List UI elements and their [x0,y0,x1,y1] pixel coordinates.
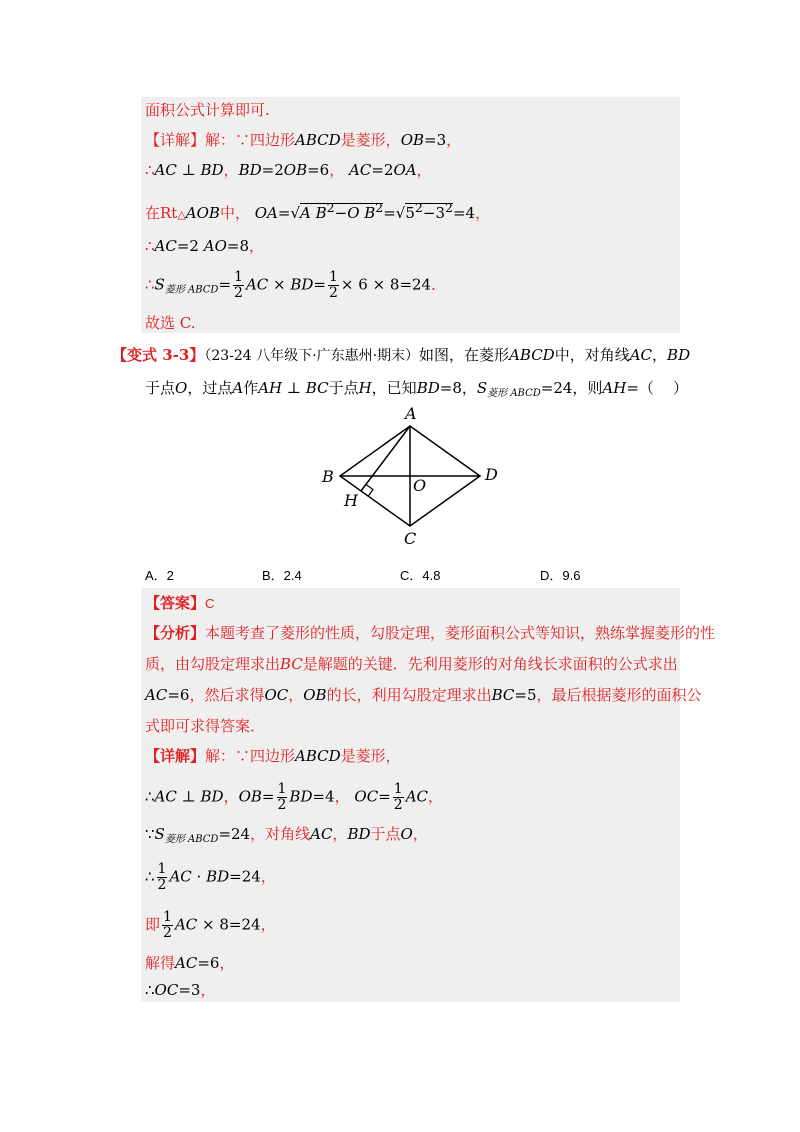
option-d[interactable] [540,565,580,584]
option-value: 2.4 [283,568,302,583]
rhombus-figure [310,400,510,548]
formula-line: 解得AC=6， [145,954,235,972]
question-line: 于点O，过点A作AH ⊥ BC于点H，已知BD=8，$S_{菱形 ABCD}=24$，则AH=（ ） [145,379,688,399]
answer-line [145,593,214,614]
formula-line: $\therefore S_{菱形 ABCD}=$ $\frac{1}{2}$ AC × BD= $\frac{1}{2}$ × 6 × 8=24． [145,269,447,301]
formula-line: 在Rt△AOB中， OA=√A $B^2-O$ $B^2=√5^2-3^2=4$， [145,200,491,222]
analysis-text: 式即可求得答案． [145,717,266,735]
option-c[interactable] [400,565,440,584]
label-d: D [485,465,498,484]
option-value: 9.6 [562,568,581,583]
label-h: H [344,491,358,510]
label-b: B [322,467,334,486]
option-a[interactable] [145,565,174,584]
analysis-line: 质，由勾股定理求出BC是解题的关键．先利用菱形的对角线长求面积的公式求出 [145,655,678,673]
detail-line: 【详解】解：∵四边形ABCD是菱形， [145,747,401,765]
formula-text: 在Rt [145,204,178,222]
analysis-line [145,716,265,736]
detail-line: 【详解】解：∵四边形ABCD是菱形，OB=3， [145,131,462,149]
option-b[interactable] [262,565,302,584]
question-source: （23-24 八年级下·广东惠州·期末） [204,348,420,364]
formula-line: ∴AC ⊥ BD，OB= $\frac{1}{2}$ BD=4， OC= $\frac{1}{2}$ AC， [145,781,444,813]
formula-line: $\because S_{菱形 ABCD}=24$，对角线AC，BD于点O， [145,825,428,845]
analysis-text: 本题考查了菱形的性质，勾股定理，菱形面积公式等知识，熟练掌握菱形的性 [205,624,716,642]
analysis-line [145,623,715,643]
formula-line: 即 $\frac{1}{2}$ AC × 8=24， [145,909,276,941]
solution-text: 面积公式计算即可. [145,101,270,119]
formula-line: ∴OC=3， [145,981,216,999]
detail-tag: 【详解】 [145,131,206,149]
option-letter: D． [540,568,563,583]
option-letter: C． [400,568,423,583]
conclusion-text: 故选 C. [145,314,196,332]
text-line [145,313,195,333]
altitude-ah [361,426,410,491]
analysis-tag: 【分析】 [145,624,206,642]
analysis-line: AC=6，然后求得OC，OB的长，利用勾股定理求出BC=5，最后根据菱形的面积公 [145,686,702,704]
formula-line: ∴AC=2 AO=8， [145,237,265,255]
label-a: A [405,404,417,423]
formula-line: ∴AC ⊥ BD，BD=2OB=6， AC=2OA， [145,161,432,179]
answer-tag: 【答案】 [145,594,206,612]
option-value: 4.8 [422,568,441,583]
label-c: C [404,529,417,548]
question-tag: 【变式 3-3】 [112,346,205,364]
label-o: O [413,476,427,495]
option-letter: A． [145,568,167,583]
answer-value: C [205,596,215,611]
detail-tag: 【详解】 [145,747,206,765]
text-line [145,100,270,120]
option-letter: B． [262,568,284,583]
option-value: 2 [166,568,174,583]
formula-line: ∴ $\frac{1}{2}$ AC · BD=24， [145,861,276,893]
question-line: 【变式 3-3】（23-24 八年级下·广东惠州·期末）如图，在菱形ABCD中，对角线AC，BD [112,346,691,364]
